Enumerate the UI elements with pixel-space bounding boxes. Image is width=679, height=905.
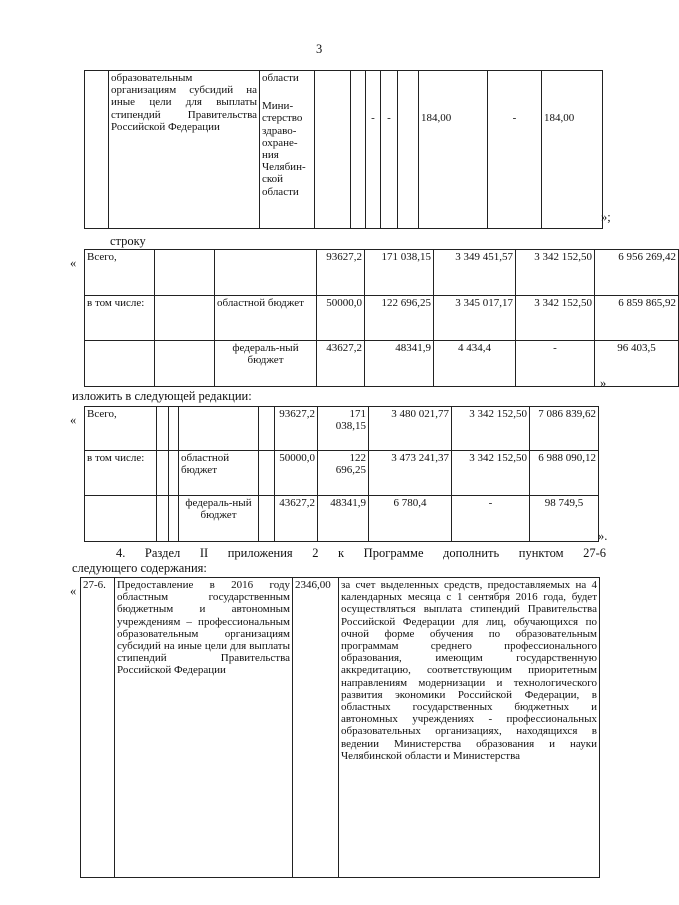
federal-value: 43627,2 — [275, 496, 318, 542]
table-2 — [84, 249, 679, 387]
empty-cell — [85, 341, 155, 387]
value-cell: - — [366, 71, 381, 229]
regional-value: 122 696,25 — [318, 451, 369, 496]
total-value: 171 038,15 — [318, 407, 369, 451]
empty-cell — [179, 407, 259, 451]
empty-cell — [155, 250, 215, 296]
page-number: 3 — [316, 42, 323, 56]
budget-label: областной бюджет — [179, 451, 259, 496]
row-label: Всего, — [85, 250, 155, 296]
total-value: 3 480 021,77 — [369, 407, 452, 451]
empty-cell — [169, 451, 179, 496]
value-cell: - — [488, 71, 542, 229]
closing-quote: » — [600, 376, 607, 390]
opening-quote: « — [70, 256, 77, 270]
value-cell: 184,00 — [419, 71, 488, 229]
item-number: 27-6. — [81, 578, 115, 878]
regional-value: 6 988 090,12 — [530, 451, 599, 496]
regional-value: 3 342 152,50 — [516, 296, 595, 341]
empty-cell — [315, 71, 351, 229]
federal-value: 4 434,4 — [434, 341, 516, 387]
regional-value: 50000,0 — [317, 296, 365, 341]
item-description: Предоставление в 2016 году областным государственным бюджетным и автономным учреждениям – профессиональным образовательным организациям субсидий на иные цели для выплаты стипендий Правительства Российской Федерации — [115, 578, 293, 878]
empty-cell — [169, 407, 179, 451]
empty-cell — [259, 496, 275, 542]
federal-value: 6 780,4 — [369, 496, 452, 542]
empty-cell — [155, 296, 215, 341]
table-4 — [80, 577, 600, 878]
total-value: 3 342 152,50 — [452, 407, 530, 451]
empty-cell — [155, 341, 215, 387]
budget-label: федераль-ный бюджет — [179, 496, 259, 542]
empty-cell — [157, 407, 169, 451]
item-amount: 2346,00 — [293, 578, 339, 878]
federal-value: - — [516, 341, 595, 387]
budget-label: областной бюджет — [215, 296, 317, 341]
row-label: в том числе: — [85, 451, 157, 496]
empty-cell — [157, 451, 169, 496]
closing-quote: »; — [601, 210, 611, 224]
total-value: 171 038,15 — [365, 250, 434, 296]
table-3 — [84, 406, 599, 542]
regional-value: 3 473 241,37 — [369, 451, 452, 496]
empty-cell — [157, 496, 169, 542]
executor-name: Мини-стерство здраво-охране-ния Челябин-ской области — [262, 100, 306, 198]
executor-cell — [260, 71, 315, 229]
total-value: 93627,2 — [317, 250, 365, 296]
row-label: Всего, — [85, 407, 157, 451]
table-1 — [84, 70, 603, 229]
measure-description: образовательным организациям субсидий на иные цели для выплаты стипендий Правительства Российской Федерации — [109, 71, 260, 229]
empty-cell — [85, 71, 109, 229]
empty-cell — [259, 407, 275, 451]
regional-value: 3 345 017,17 — [434, 296, 516, 341]
opening-quote: « — [70, 584, 77, 598]
empty-cell — [351, 71, 366, 229]
paragraph-4-line2: следующего содержания: — [72, 561, 207, 575]
budget-label: федераль-ный бюджет — [215, 341, 317, 387]
federal-value: 43627,2 — [317, 341, 365, 387]
row-label: в том числе: — [85, 296, 155, 341]
closing-quote: ». — [598, 529, 608, 543]
executor-top: области — [262, 72, 299, 84]
total-value: 7 086 839,62 — [530, 407, 599, 451]
regional-value: 50000,0 — [275, 451, 318, 496]
total-value: 93627,2 — [275, 407, 318, 451]
empty-cell — [85, 496, 157, 542]
item-note: за счет выделенных средств, предоставляемых на 4 календарных месяца с 1 сентября 2016 года, будет осуществляться выплата стипендий Правительства Российской Федерации для лиц, обучающихся по очной форме обучения по образовательным программам среднего профессионального образования, имеющим государственную аккредитацию, соответствующим приоритетным направлениям модернизации и технологического развития экономики Российской Федерации, в областных государственных бюджетных и автономных учреждениях - профессиональных образовательных организациях, находящихся в ведении Министерства образования и науки Челябинской области и Министерства — [339, 578, 600, 878]
federal-value: 48341,9 — [365, 341, 434, 387]
total-value: 6 956 269,42 — [595, 250, 679, 296]
federal-value: 96 403,5 — [595, 341, 679, 387]
regional-value: 6 859 865,92 — [595, 296, 679, 341]
opening-quote: « — [70, 413, 77, 427]
value-cell: - — [381, 71, 398, 229]
federal-value: 48341,9 — [318, 496, 369, 542]
federal-value: - — [452, 496, 530, 542]
empty-cell — [398, 71, 419, 229]
text-stroku: строку — [110, 234, 146, 248]
paragraph-4-line1: 4. Раздел II приложения 2 к Программе дополнить пунктом 27-6 — [116, 546, 606, 560]
regional-value: 3 342 152,50 — [452, 451, 530, 496]
empty-cell — [169, 496, 179, 542]
total-value: 3 349 451,57 — [434, 250, 516, 296]
total-value: 3 342 152,50 — [516, 250, 595, 296]
text-edit-instruction: изложить в следующей редакции: — [72, 389, 252, 403]
regional-value: 122 696,25 — [365, 296, 434, 341]
value-cell: 184,00 — [542, 71, 603, 229]
federal-value: 98 749,5 — [530, 496, 599, 542]
empty-cell — [215, 250, 317, 296]
empty-cell — [259, 451, 275, 496]
